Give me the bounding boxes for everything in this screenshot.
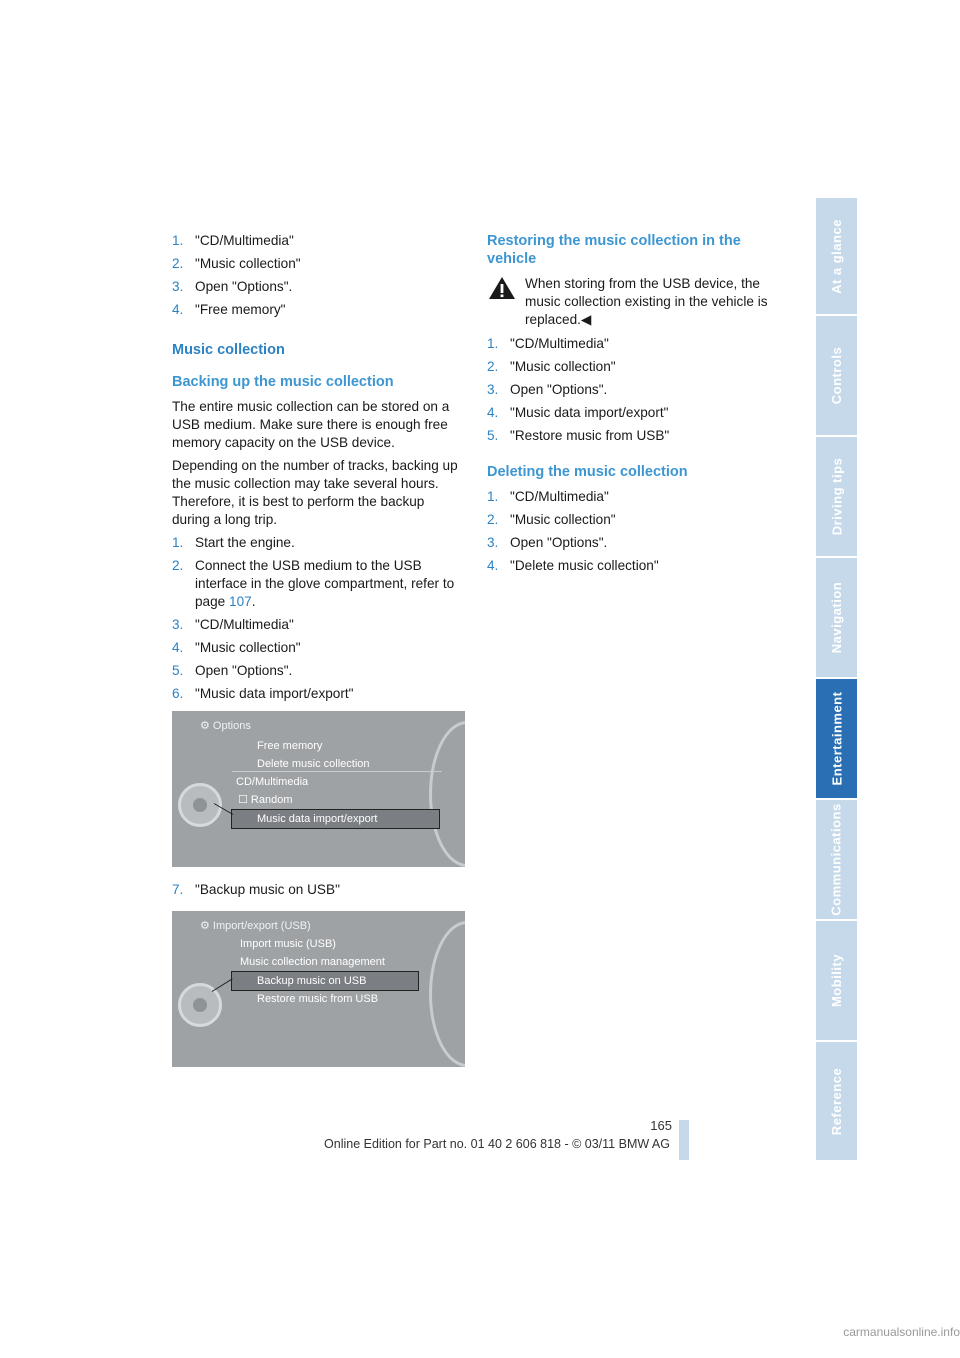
screen-menu: Free memory Delete music collection <box>257 740 370 770</box>
subsection-heading: Backing up the music collection <box>172 374 394 390</box>
list-item: 1. "CD/Multimedia" <box>487 336 609 351</box>
steps-list-a <box>172 232 464 319</box>
right-column <box>487 232 779 580</box>
list-item: 3. Open "Options". <box>172 279 293 294</box>
selected-menu-item: Music data import/export <box>232 810 439 828</box>
screen-menu: Import music (USB) Music collection management <box>240 938 385 968</box>
section-heading: Restoring the music collection in the vehicle <box>487 233 741 267</box>
tab-reference[interactable]: Reference <box>816 1042 857 1160</box>
list-item: 4. "Music data import/export" <box>487 405 669 420</box>
tab-mobility[interactable]: Mobility <box>816 921 857 1040</box>
tab-entertainment[interactable]: Entertainment <box>816 679 857 798</box>
list-item: 1. Start the engine. <box>172 535 295 550</box>
list-item: 2. "Music collection" <box>487 512 616 527</box>
steps-list-d <box>487 335 779 445</box>
list-item: 3. "CD/Multimedia" <box>172 617 294 632</box>
paragraph: The entire music collection can be stored on a USB medium. Make sure there is enough free memory capacity on the USB device. <box>172 399 450 450</box>
divider <box>232 771 442 772</box>
list-item: 1. "CD/Multimedia" <box>172 233 294 248</box>
left-column <box>172 232 464 1081</box>
page-number: 165 <box>650 1118 672 1133</box>
list-item: 3. Open "Options". <box>487 535 608 550</box>
list-item: 3. Open "Options". <box>487 382 608 397</box>
screen-title: ⚙ Import/export (USB) <box>200 920 311 932</box>
screen-arc <box>429 921 465 1067</box>
footer-text: Online Edition for Part no. 01 40 2 606 818 - © 03/11 BMW AG <box>324 1137 670 1151</box>
section-heading: Music collection <box>172 342 285 358</box>
tab-controls[interactable]: Controls <box>816 316 857 435</box>
section-heading: Deleting the music collection <box>487 464 688 480</box>
list-item: 5. Open "Options". <box>172 663 293 678</box>
list-item: 5. "Restore music from USB" <box>487 428 670 443</box>
end-marker: ◀ <box>580 312 592 327</box>
tab-communications[interactable]: Communications <box>816 800 857 919</box>
steps-list-b <box>172 534 464 703</box>
list-item: 2. "Music collection" <box>487 359 616 374</box>
screen-checkbox-item: ☐ Random <box>238 794 293 806</box>
chapter-tabs <box>816 198 857 1160</box>
list-item: 4. "Delete music collection" <box>487 558 659 573</box>
screen-section: CD/Multimedia <box>236 776 309 788</box>
steps-list-c <box>172 881 464 899</box>
screen-arc <box>429 721 465 867</box>
screen-menu-item: Restore music from USB <box>257 993 379 1005</box>
screen-title: ⚙ Options <box>200 720 251 732</box>
warning-icon <box>487 275 517 301</box>
list-item: 4. "Music collection" <box>172 640 301 655</box>
page-link[interactable]: 107 <box>229 594 252 609</box>
options-screenshot <box>172 711 465 867</box>
steps-list-e <box>487 488 779 575</box>
list-item: 2. "Music collection" <box>172 256 301 271</box>
page-number-bar <box>679 1120 689 1160</box>
tab-driving-tips[interactable]: Driving tips <box>816 437 857 556</box>
warning-block <box>487 275 779 329</box>
tab-navigation[interactable]: Navigation <box>816 558 857 677</box>
list-item: 7. "Backup music on USB" <box>172 882 340 897</box>
list-item: 4. "Free memory" <box>172 302 286 317</box>
import-export-screenshot <box>172 911 465 1067</box>
leader-line <box>212 978 233 992</box>
watermark: carmanualsonline.info <box>843 1325 960 1339</box>
paragraph: Depending on the number of tracks, backing up the music collection may take several hours. Therefore, it is best to perform the backup during a long trip. <box>172 458 458 527</box>
warning-text: When storing from the USB device, the music collection existing in the vehicle is replaced. <box>525 276 768 327</box>
selected-menu-item: Backup music on USB <box>232 972 418 990</box>
list-item: 2. Connect the USB medium to the USB interface in the glove compartment, refer to page 107. <box>172 558 455 609</box>
tab-at-a-glance[interactable]: At a glance <box>816 198 857 314</box>
list-item: 1. "CD/Multimedia" <box>487 489 609 504</box>
list-item: 6. "Music data import/export" <box>172 686 354 701</box>
